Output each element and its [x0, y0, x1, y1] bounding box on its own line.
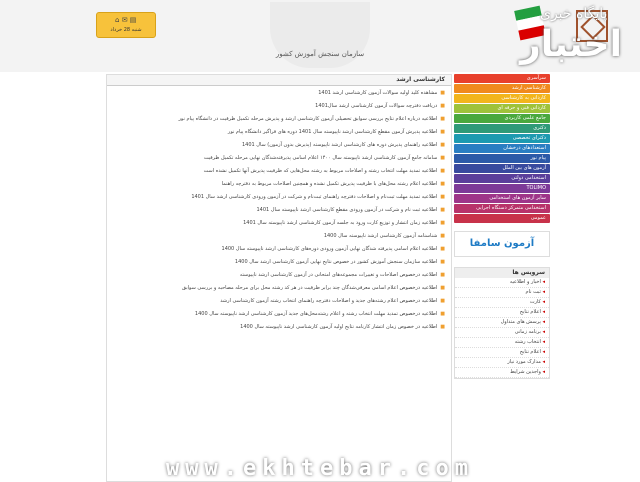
news-item[interactable]: ■اطلاعیه درباره اعلام نتایج بررسی سوابق تحصیلی آزمون کارشناسی ارشد و پذیرش مرحله تکمیل ظرفیت در دانشگاه پیام نور — [178, 116, 445, 122]
nav-item[interactable]: استعدادهای درخشان — [454, 144, 550, 153]
services-title: سرویس ها — [455, 268, 549, 278]
news-item[interactable]: ■اطلاعیه در خصوص زمان انتشار کارنامه نتایج اولیه آزمون کارشناسی ارشد ناپیوسته سال 1400 — [240, 324, 445, 330]
news-item[interactable]: ■مشاهده کلید اولیه سوالات آزمون کارشناسی ارشد 1401 — [318, 90, 445, 96]
current-date: شنبه 28 خرداد — [110, 27, 142, 33]
service-item[interactable]: اعلام نتایج ◂ — [455, 348, 549, 358]
news-list — [113, 90, 445, 331]
nav-item[interactable]: جامع علمی کاربردی — [454, 114, 550, 123]
organization-title: سازمان سنجش آموزش کشور — [275, 50, 365, 58]
watermark-subtitle: پایگاه خبری — [540, 6, 608, 22]
news-item[interactable]: ■اطلاعیه پذیرش آزمون مقطع کارشناسی ارشد ناپیوسته سال 1401 دوره های فراگیر دانشگاه پیام نور — [227, 129, 445, 135]
nav-item[interactable]: استخدامی متمرکز دستگاه اجرایی — [454, 204, 550, 213]
service-item[interactable]: مدارک مورد نیاز ◂ — [455, 358, 549, 368]
news-item[interactable]: ■اطلاعیه راهنمای پذیرش دوره های کارشناسی ارشد ناپیوسته (پذیرش بدون آزمون) سال 1401 — [241, 142, 445, 148]
news-item[interactable]: ■اطلاعیه درخصوص تمدید مهلت انتخاب رشته و اعلام رشته‌محل‌های جدید آزمون کارشناسی ارشد ناپیوسته سال 1400 — [194, 311, 445, 317]
nav-item[interactable]: استخدامی دولتی — [454, 174, 550, 183]
news-item[interactable]: ■سامانه جامع آزمون کارشناسی ارشد ناپیوسته سال ۱۴۰۰ اعلام اسامی پذیرفته‌شدگان نهایی مرحله تکمیل ظرفیت — [203, 155, 445, 161]
home-icon[interactable]: ⌂ — [115, 16, 120, 24]
news-item[interactable]: ■اطلاعیه زمان انتشار و توزیع کارت ورود به جلسه آزمون کارشناسی ارشد ناپیوسته سال 1401 — [243, 220, 445, 226]
service-item[interactable]: اخبار و اطلاعیه ◂ — [455, 278, 549, 288]
news-item[interactable]: ■دریافت دفترچه سوالات آزمون کارشناسی ارشد سال1401 — [315, 103, 445, 109]
watermark-brand: اختبار — [520, 24, 622, 65]
header-tool-icons — [115, 16, 136, 24]
site-header — [0, 0, 640, 72]
nav-item[interactable]: TOLIMO — [454, 184, 550, 193]
news-item[interactable]: ■اطلاعیه اعلام رشته محل‌های با ظرفیت پذیرش تکمیل نشده و همچنین اصلاحات مربوط به دفترچه راهنما — [221, 181, 445, 187]
service-item[interactable]: ثبت نام ◂ — [455, 288, 549, 298]
services-box — [454, 267, 550, 379]
news-item[interactable]: ■اطلاعیه درخصوص اعلام اسامی معرفی‌شدگان چند برابر ظرفیت در هر کد رشته محل برای مرحله مصاحبه و بررسی سوابق — [182, 285, 445, 291]
service-item[interactable]: انتخاب رشته ◂ — [455, 338, 549, 348]
nav-item[interactable]: پیام نور — [454, 154, 550, 163]
date-box — [96, 12, 156, 38]
nav-item[interactable]: عمومی — [454, 214, 550, 223]
news-item[interactable]: ■اطلاعیه درخصوص اعلام رشته‌های جدید و اصلاحات دفترچه راهنمای انتخاب رشته آزمون کارشناسی ارشد — [220, 298, 445, 304]
content-panel — [106, 74, 452, 482]
news-item[interactable]: ■اطلاعیه اعلام اسامی پذیرفته شدگان نهایی آزمون ورودی دوره‌های کارشناسی ارشد ناپیوسته سال 1400 — [221, 246, 445, 252]
news-item[interactable]: ■اطلاعیه تمدید مهلت انتخاب رشته و اصلاحات مربوط به رشته محل‌هایی که ظرفیت پذیرش آنها تکمیل نشده است — [203, 168, 445, 174]
news-item[interactable]: ■اطلاعیه ثبت نام و شرکت در آزمون ورودی مقطع کارشناسی ارشد ناپیوسته سال 1401 — [256, 207, 445, 213]
news-item[interactable]: ■اطلاعیه تمدید مهلت ثبت‌نام و اصلاحات دفترچه راهنمای ثبت‌نام و شرکت در آزمون ورودی کارشناسی ارشد سال 1401 — [191, 194, 445, 200]
watermark-url: www.ekhtebar.com — [166, 456, 474, 481]
nav-item[interactable]: سرآسری — [454, 74, 550, 83]
nav-item[interactable]: کاردانی به کارشناسی — [454, 94, 550, 103]
print-icon[interactable]: ▤ — [129, 16, 137, 24]
nav-item[interactable]: کاردانی فنی و حرفه ای — [454, 104, 550, 113]
service-item[interactable]: اعلام نتایج ◂ — [455, 308, 549, 318]
nav-item[interactable]: دکتری — [454, 124, 550, 133]
service-item[interactable]: واجدین شرایط ◂ — [455, 368, 549, 378]
news-item[interactable]: ■اطلاعیه درخصوص اصلاحات و تغییرات مجموعه‌های امتحانی در آزمون کارشناسی ارشد ناپیوسته — [239, 272, 445, 278]
side-navigation — [454, 74, 550, 379]
service-item[interactable]: کارت ◂ — [455, 298, 549, 308]
news-item[interactable]: ■شناسنامه آزمون کارشناسی ارشد ناپیوسته سال 1400 — [323, 233, 445, 239]
section-title: کارشناسی ارشد — [107, 75, 451, 86]
mail-icon[interactable]: ✉ — [121, 16, 128, 24]
nav-item[interactable]: کارشناسی ارشد — [454, 84, 550, 93]
nav-item[interactable]: سایر آزمون های استخدامی — [454, 194, 550, 203]
samfa-exam-banner[interactable]: آزمون سامفا — [454, 231, 550, 257]
service-item[interactable]: پرسش های متداول ◂ — [455, 318, 549, 328]
nav-item[interactable]: آزمون های بین الملل — [454, 164, 550, 173]
news-item[interactable]: ■اطلاعیه سازمان سنجش آموزش کشور در خصوص نتایج نهایی آزمون کارشناسی ارشد سال 1400 — [234, 259, 445, 265]
header-ornament — [270, 2, 370, 68]
nav-item[interactable]: دکترای تخصصی — [454, 134, 550, 143]
service-item[interactable]: برنامه زمانی ◂ — [455, 328, 549, 338]
